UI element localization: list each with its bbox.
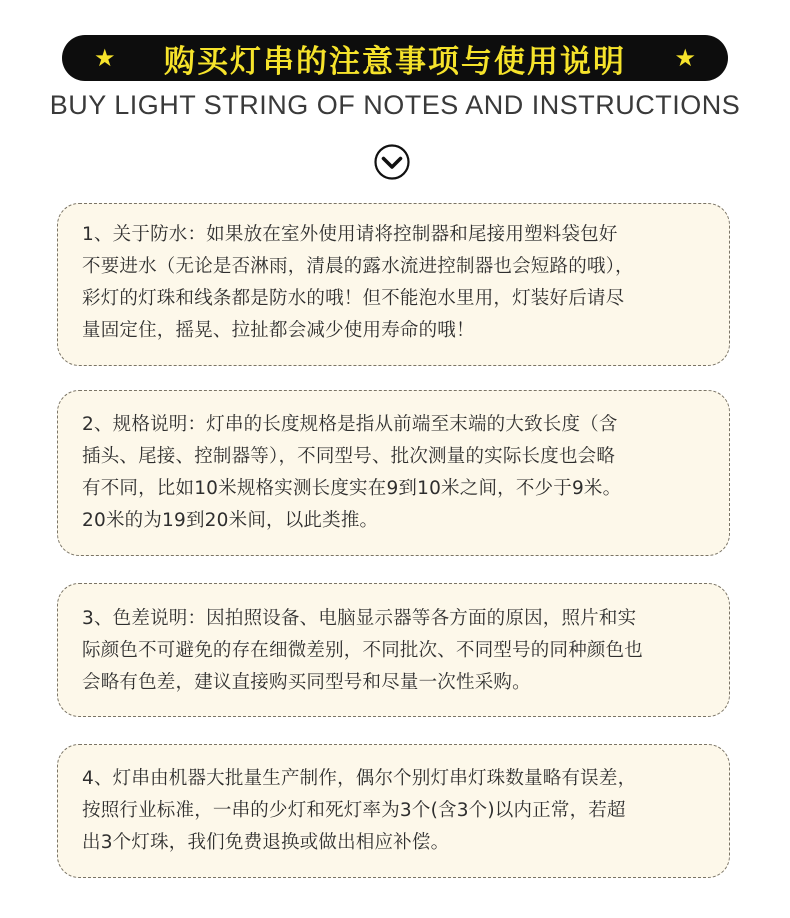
chevron-down-circle-icon (373, 143, 411, 181)
star-icon: ★ (94, 44, 116, 72)
note-card-bead-count (57, 744, 730, 878)
note-line: 不要进水（无论是否淋雨，清晨的露水流进控制器也会短路的哦）， (82, 256, 634, 277)
note-line: 量固定住，摇晃、拉扯都会减少使用寿命的哦！ (82, 320, 475, 341)
page-subtitle: BUY LIGHT STRING OF NOTES AND INSTRUCTIONS (49, 90, 741, 120)
note-card-color-difference (57, 583, 730, 717)
note-line: 2、规格说明：灯串的长度规格是指从前端至末端的大致长度（含 (82, 414, 618, 435)
note-line: 按照行业标准，一串的少灯和死灯率为3个(含3个)以内正常，若超 (82, 800, 626, 821)
note-line: 出3个灯珠，我们免费退换或做出相应补偿。 (82, 832, 450, 853)
note-line: 20米的为19到20米间，以此类推。 (82, 510, 379, 531)
star-icon: ★ (674, 44, 696, 72)
note-line: 4、灯串由机器大批量生产制作，偶尔个别灯串灯珠数量略有误差， (82, 768, 637, 789)
note-line: 3、色差说明：因拍照设备、电脑显示器等各方面的原因，照片和实 (82, 608, 637, 629)
page-title: 购买灯串的注意事项与使用说明 (164, 43, 626, 80)
note-line: 1、关于防水：如果放在室外使用请将控制器和尾接用塑料袋包好 (82, 224, 618, 245)
note-card-waterproof (57, 203, 730, 366)
note-card-specification (57, 390, 730, 556)
note-line: 际颜色不可避免的存在细微差别，不同批次、不同型号的同种颜色也 (82, 640, 644, 661)
note-line: 会略有色差，建议直接购买同型号和尽量一次性采购。 (82, 672, 531, 693)
note-line: 彩灯的灯珠和线条都是防水的哦！但不能泡水里用，灯装好后请尽 (82, 288, 625, 309)
note-line: 有不同，比如10米规格实测长度实在9到10米之间，不少于9米。 (82, 478, 622, 499)
note-line: 插头、尾接、控制器等），不同型号、批次测量的实际长度也会略 (82, 446, 616, 467)
title-banner (62, 35, 728, 81)
